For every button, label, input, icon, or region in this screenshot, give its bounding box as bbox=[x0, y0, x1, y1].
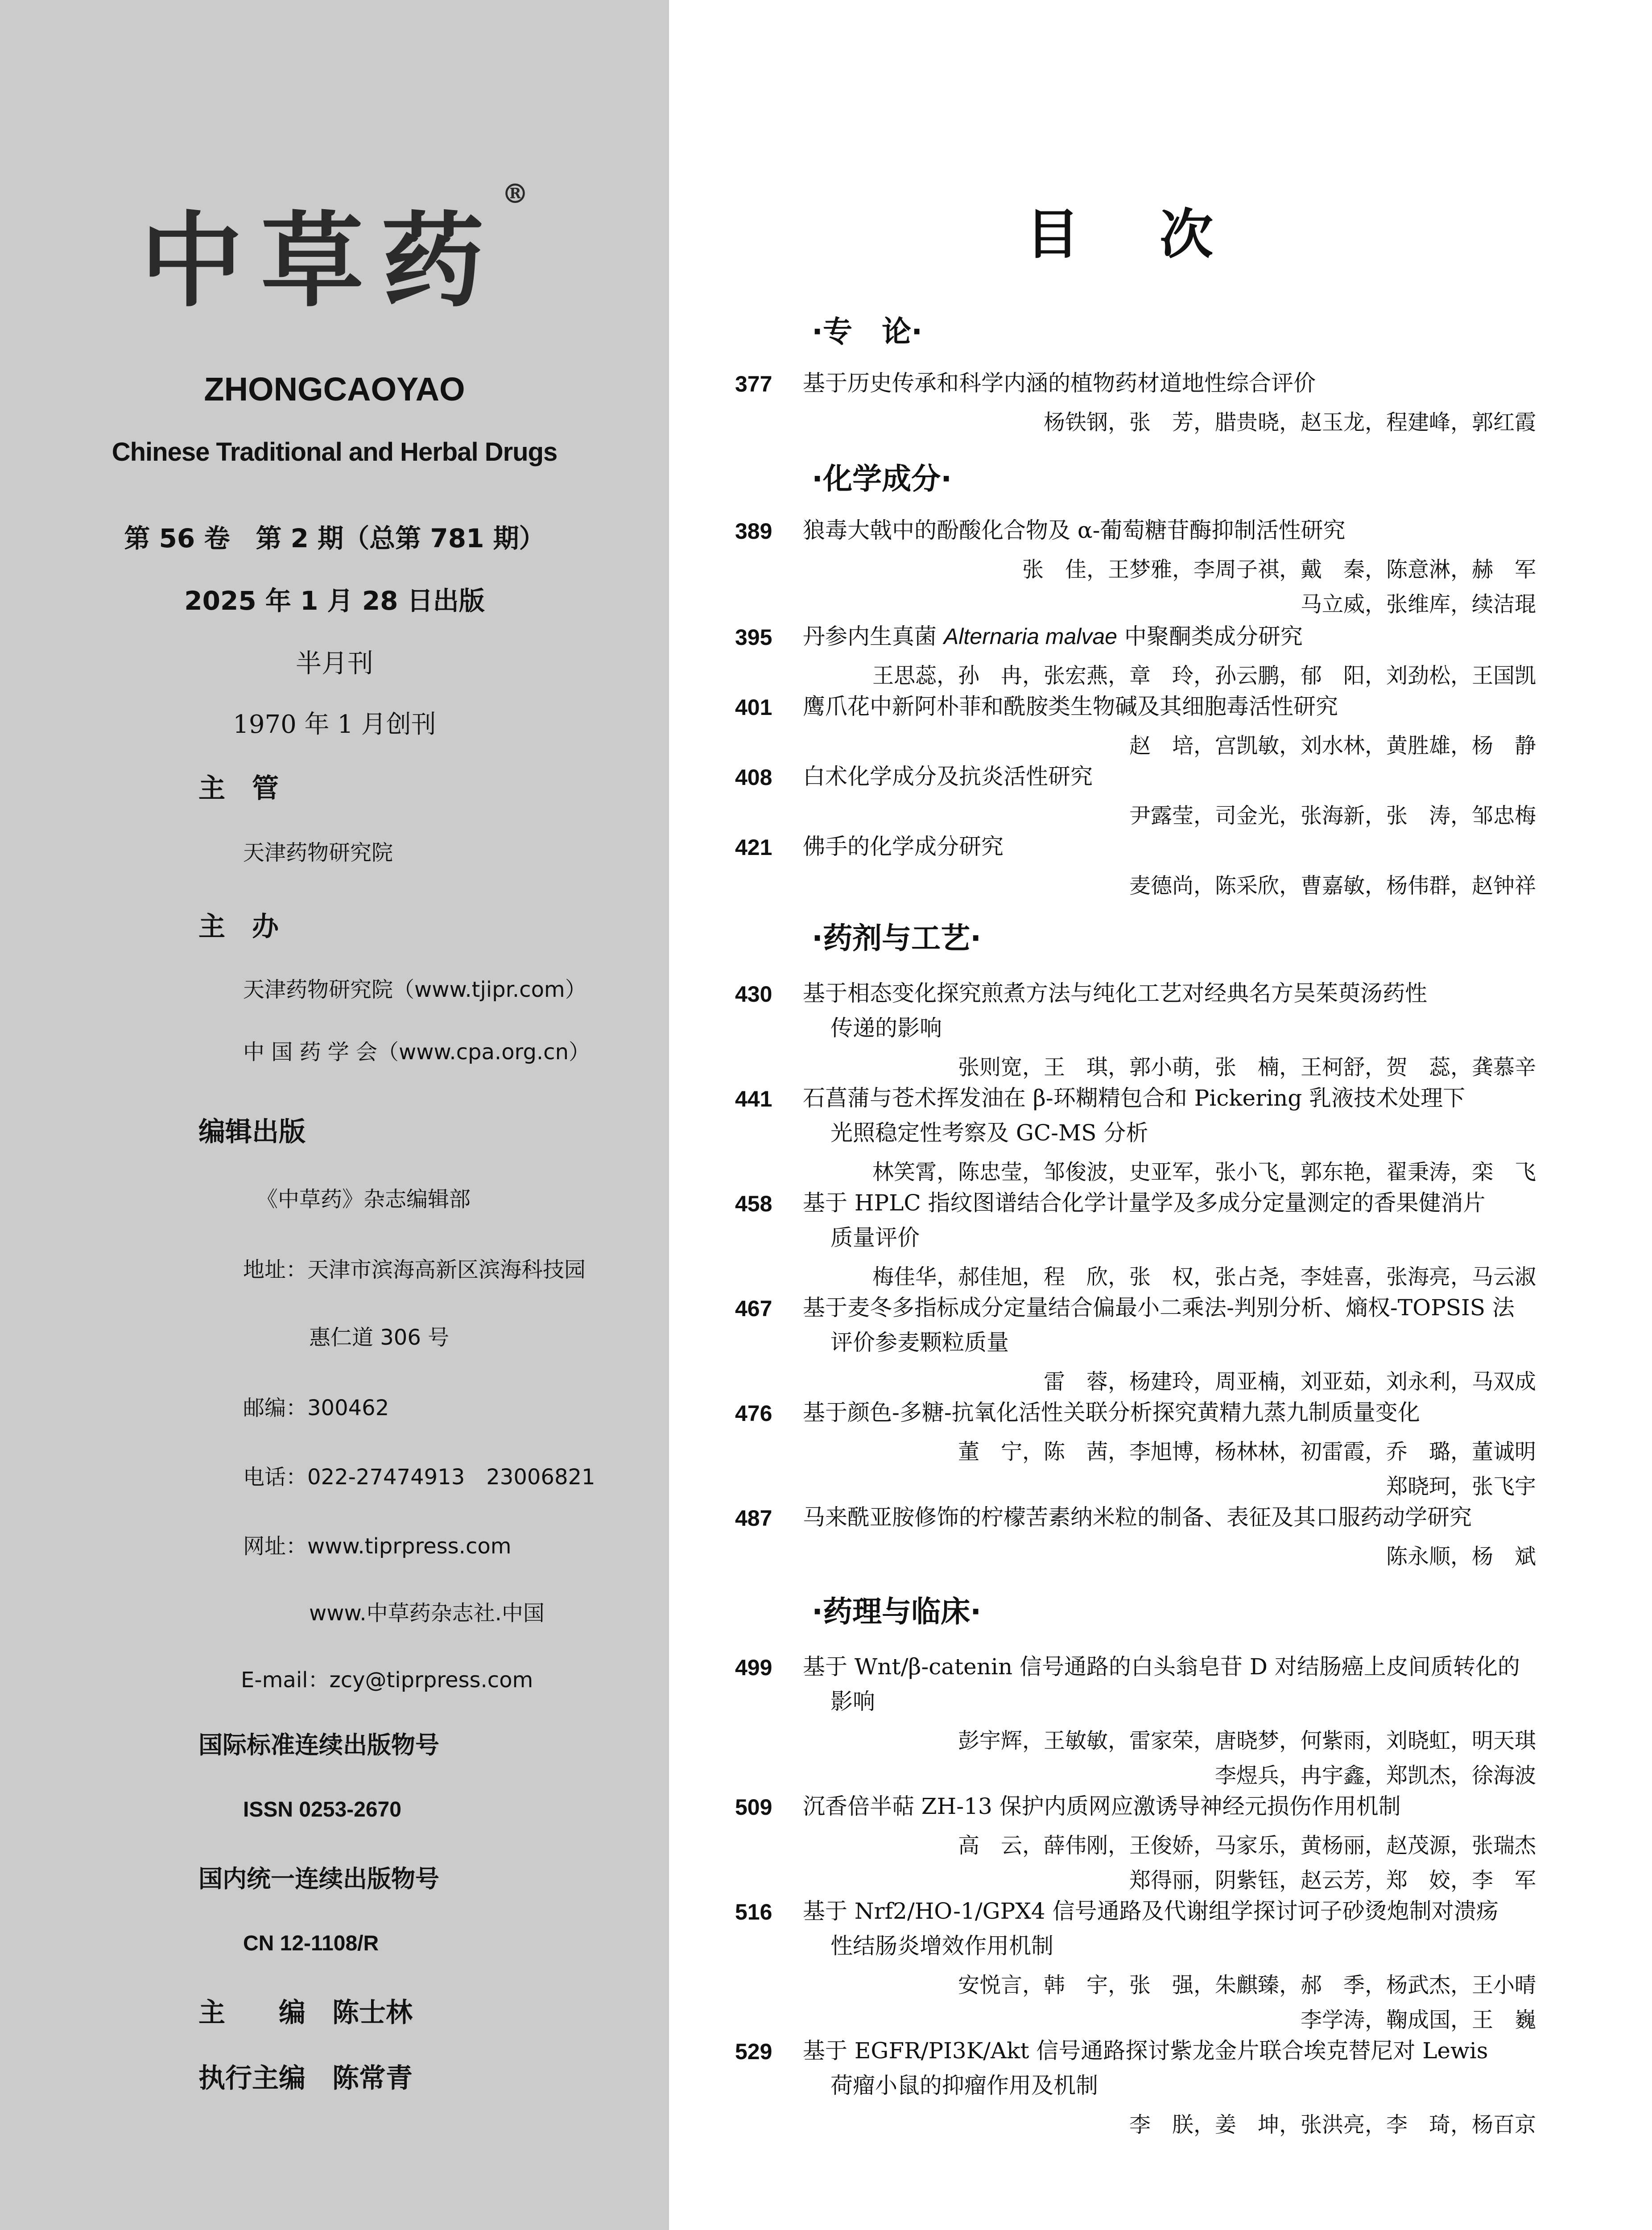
section-heading: ·专 论· bbox=[812, 314, 923, 349]
article-title[interactable]: 基于历史传承和科学内涵的植物药材道地性综合评价 bbox=[803, 370, 1316, 396]
registered-mark: ® bbox=[502, 178, 529, 210]
article-title[interactable]: 狼毒大戟中的酚酸化合物及 α-葡萄糖苷酶抑制活性研究 bbox=[803, 517, 1346, 543]
article-authors: 梅佳华，郝佳旭，程 欣，张 权，张占尧，李娃喜，张海亮，马云淑 bbox=[872, 1264, 1536, 1289]
article-authors: 安悦言，韩 宇，张 强，朱麒臻，郝 季，杨武杰，王小晴 bbox=[958, 1973, 1536, 1998]
article-authors: 高 云，薛伟刚，王俊娇，马家乐，黄杨丽，赵茂源，张瑞杰 bbox=[958, 1833, 1536, 1858]
article-authors: 郑晓珂，张飞宇 bbox=[1386, 1474, 1536, 1499]
section-heading: ·化学成分· bbox=[812, 462, 952, 496]
supervisor: 天津药物研究院 bbox=[243, 840, 393, 865]
postcode: 邮编：300462 bbox=[243, 1396, 389, 1421]
title-line: 荷瘤小鼠的抑瘤作用及机制 bbox=[830, 2073, 1098, 2098]
title-line: 基于麦冬多指标成分定量结合偏最小二乘法-判别分析、熵权-TOPSIS 法 bbox=[803, 1295, 1515, 1321]
page-number: 529 bbox=[735, 2039, 772, 2064]
title-part: 中聚酮类成分研究 bbox=[1117, 624, 1303, 649]
page-number: 487 bbox=[735, 1506, 772, 1531]
article-authors: 王思蕊，孙 冉，张宏燕，章 玲，孙云鹏，郁 阳，刘劲松，王国凯 bbox=[872, 663, 1536, 688]
article-authors: 李 朕，姜 坤，张洪亮，李 琦，杨百京 bbox=[1129, 2112, 1536, 2137]
editor-publisher-label: 编辑出版 bbox=[198, 1116, 306, 1148]
article-authors: 尹露莹，司金光，张海新，张 涛，邹忠梅 bbox=[1129, 803, 1536, 828]
article-authors: 赵 培，宫凯敏，刘水林，黄胜雄，杨 静 bbox=[1129, 733, 1536, 758]
address-line-1: 地址：天津市滨海高新区滨海科技园 bbox=[243, 1257, 586, 1282]
title-line: 传递的影响 bbox=[830, 1015, 942, 1041]
sponsor-label: 主 办 bbox=[198, 911, 279, 942]
article-authors: 彭宇辉，王敏敏，雷家荣，唐晓梦，何紫雨，刘晓虹，明天琪 bbox=[958, 1728, 1536, 1753]
article-title[interactable] bbox=[803, 1185, 1534, 1255]
article-title[interactable] bbox=[803, 1081, 1534, 1150]
journal-pinyin: ZHONGCAOYAO bbox=[204, 371, 465, 408]
article-title[interactable] bbox=[803, 976, 1534, 1045]
logo-text: 中草药 bbox=[140, 201, 502, 321]
journal-english-title: Chinese Traditional and Herbal Drugs bbox=[112, 438, 558, 467]
website-1: 网址：www.tiprpress.com bbox=[243, 1534, 512, 1559]
cn-label: 国内统一连续出版物号 bbox=[198, 1865, 439, 1893]
title-line: 基于 Nrf2/HO-1/GPX4 信号通路及代谢组学探讨诃子砂烫炮制对溃疡 bbox=[803, 1898, 1499, 1924]
article-authors: 马立威，张维库，续洁琨 bbox=[1300, 592, 1536, 617]
page-number: 389 bbox=[735, 519, 772, 544]
article-title[interactable]: 马来酰亚胺修饰的柠檬苦素纳米粒的制备、表征及其口服药动学研究 bbox=[803, 1504, 1472, 1530]
species-name: Alternaria malvae bbox=[943, 624, 1117, 649]
supervisor-label: 主 管 bbox=[198, 773, 279, 804]
title-line: 质量评价 bbox=[830, 1225, 920, 1251]
website-2: www.中草药杂志社.中国 bbox=[309, 1601, 545, 1626]
journal-info-sidebar bbox=[0, 0, 669, 2230]
article-authors: 李煜兵，冉宇鑫，郑凯杰，徐海波 bbox=[1214, 1763, 1536, 1788]
chief-editor: 主 编 陈士林 bbox=[198, 1997, 413, 2028]
article-title[interactable] bbox=[803, 1894, 1534, 1963]
title-line: 影响 bbox=[830, 1689, 875, 1714]
article-title[interactable]: 沉香倍半萜 ZH-13 保护内质网应激诱导神经元损伤作用机制 bbox=[803, 1793, 1401, 1819]
article-authors: 李学涛，鞠成国，王 巍 bbox=[1300, 2007, 1536, 2032]
page-number: 395 bbox=[735, 625, 772, 650]
page-number: 458 bbox=[735, 1191, 772, 1216]
article-authors: 郑得丽，阴紫钰，赵云芳，郑 姣，李 军 bbox=[1129, 1868, 1536, 1893]
publication-date: 2025 年 1 月 28 日出版 bbox=[184, 586, 485, 616]
title-line: 基于 Wnt/β-catenin 信号通路的白头翁皂苷 D 对结肠癌上皮间质转化的 bbox=[803, 1654, 1520, 1680]
page-number: 476 bbox=[735, 1401, 772, 1426]
page-number: 467 bbox=[735, 1296, 772, 1321]
title-line: 石菖蒲与苍术挥发油在 β-环糊精包合和 Pickering 乳液技术处理下 bbox=[803, 1085, 1466, 1111]
article-authors: 张 佳，王梦雅，李周子祺，戴 秦，陈意淋，赫 军 bbox=[1022, 557, 1536, 582]
page-number: 408 bbox=[735, 765, 772, 790]
title-part: 丹参内生真菌 bbox=[803, 624, 944, 649]
sponsor-1: 天津药物研究院（www.tjipr.com） bbox=[243, 977, 586, 1002]
article-title[interactable] bbox=[803, 619, 1534, 654]
journal-logo bbox=[0, 178, 669, 326]
email: E-mail：zcy@tiprpress.com bbox=[241, 1668, 533, 1693]
phone: 电话：022-27474913 23006821 bbox=[243, 1465, 595, 1490]
sponsor-2: 中 国 药 学 会（www.cpa.org.cn） bbox=[243, 1040, 590, 1065]
toc-title: 目次 bbox=[1026, 204, 1293, 266]
article-title[interactable]: 佛手的化学成分研究 bbox=[803, 834, 1004, 859]
article-title[interactable]: 白术化学成分及抗炎活性研究 bbox=[803, 764, 1093, 789]
article-authors: 张则宽，王 琪，郭小萌，张 楠，王柯舒，贺 蕊，龚慕辛 bbox=[958, 1055, 1536, 1080]
title-line: 基于相态变化探究煎煮方法与纯化工艺对经典名方吴茱萸汤药性 bbox=[803, 980, 1427, 1006]
executive-editor: 执行主编 陈常青 bbox=[198, 2063, 413, 2094]
page-number: 430 bbox=[735, 982, 772, 1007]
founded-date: 1970 年 1 月创刊 bbox=[233, 710, 436, 739]
page-number: 509 bbox=[735, 1795, 772, 1820]
article-title[interactable] bbox=[803, 1290, 1534, 1360]
section-heading: ·药理与临床· bbox=[812, 1594, 982, 1629]
title-line: 评价参麦颗粒质量 bbox=[830, 1330, 1009, 1355]
article-authors: 麦德尚，陈采欣，曹嘉敏，杨伟群，赵钟祥 bbox=[1129, 873, 1536, 898]
article-title[interactable] bbox=[803, 2033, 1534, 2103]
cn: CN 12-1108/R bbox=[243, 1932, 379, 1955]
title-line: 性结肠炎增效作用机制 bbox=[830, 1933, 1053, 1959]
article-authors: 杨铁钢，张 芳，腊贵晓，赵玉龙，程建峰，郭红霞 bbox=[1043, 410, 1536, 435]
title-line: 基于 HPLC 指纹图谱结合化学计量学及多成分定量测定的香果健消片 bbox=[803, 1190, 1486, 1216]
title-line: 基于 EGFR/PI3K/Akt 信号通路探讨紫龙金片联合埃克替尼对 Lewis bbox=[803, 2038, 1488, 2064]
page-number: 377 bbox=[735, 372, 772, 396]
article-title[interactable]: 鹰爪花中新阿朴菲和酰胺类生物碱及其细胞毒活性研究 bbox=[803, 694, 1338, 719]
editorial-department: 《中草药》杂志编辑部 bbox=[256, 1187, 471, 1212]
address-line-2: 惠仁道 306 号 bbox=[309, 1325, 450, 1350]
article-title[interactable] bbox=[803, 1649, 1534, 1719]
article-authors: 董 宁，陈 茜，李旭博，杨林林，初雷霞，乔 璐，董诚明 bbox=[958, 1439, 1536, 1464]
article-authors: 林笑霄，陈忠莹，邹俊波，史亚军，张小飞，郭东艳，翟秉涛，栾 飞 bbox=[872, 1160, 1536, 1185]
issn-label: 国际标准连续出版物号 bbox=[198, 1731, 439, 1759]
page-number: 401 bbox=[735, 695, 772, 720]
frequency: 半月刊 bbox=[295, 648, 373, 678]
issue-info: 第 56 卷 第 2 期（总第 781 期） bbox=[124, 523, 545, 553]
page-number: 421 bbox=[735, 835, 772, 860]
section-heading: ·药剂与工艺· bbox=[812, 921, 982, 955]
page-number: 499 bbox=[735, 1655, 772, 1680]
article-title[interactable]: 基于颜色-多糖-抗氧化活性关联分析探究黄精九蒸九制质量变化 bbox=[803, 1400, 1420, 1425]
article-authors: 雷 蓉，杨建玲，周亚楠，刘亚茹，刘永利，马双成 bbox=[1043, 1369, 1536, 1394]
page-number: 516 bbox=[735, 1900, 772, 1924]
issn: ISSN 0253-2670 bbox=[243, 1798, 401, 1821]
page-number: 441 bbox=[735, 1086, 772, 1111]
article-authors: 陈永顺，杨 斌 bbox=[1386, 1544, 1536, 1569]
title-line: 光照稳定性考察及 GC-MS 分析 bbox=[830, 1120, 1148, 1146]
